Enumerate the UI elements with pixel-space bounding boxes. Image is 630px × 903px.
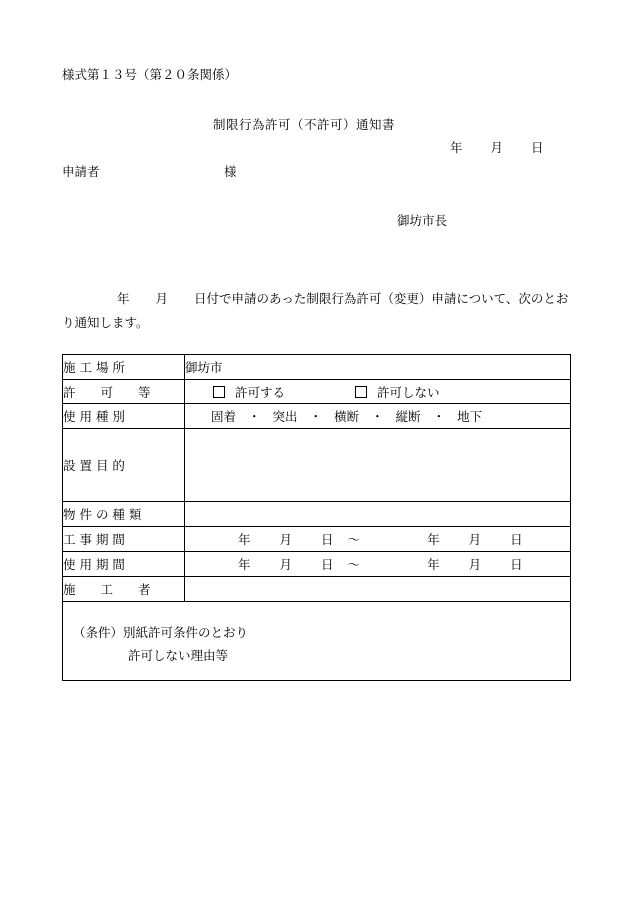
value-permission [185,380,571,404]
usage-option-underground[interactable]: 地下 [457,409,483,424]
value-purpose[interactable] [185,429,571,502]
row-location [63,355,571,380]
row-contractor [63,577,571,602]
conditions-cell [63,602,571,681]
label-contractor: 施 工 者 [63,577,185,602]
issuer-name: 御坊市長 [397,213,448,228]
use-start-day: 日 [321,557,334,572]
usage-separator: ・ [432,409,446,424]
use-end-month: 月 [468,557,482,572]
use-start-year: 年 [238,557,251,572]
applicant-label: 申請者 [62,164,100,179]
label-location: 施 工 場 所 [63,355,185,380]
work-start-day: 日 [321,532,334,547]
deny-checkbox[interactable] [355,386,367,398]
label-use-period: 使 用 期 間 [63,552,185,577]
label-permission: 許 可 等 [63,380,185,404]
value-work-period[interactable] [185,527,571,552]
usage-option-lengthwise[interactable]: 縦断 [395,409,421,424]
value-contractor[interactable] [185,577,571,602]
usage-option-fixed[interactable]: 固着 [211,409,237,424]
row-work-period [63,527,571,552]
issue-date-year: 年 [450,140,463,155]
applicant-honorific: 様 [224,164,237,179]
option-grant[interactable] [213,383,285,401]
work-end-month: 月 [468,532,482,547]
usage-separator: ・ [248,409,261,424]
deny-label: 許可しない [377,384,440,400]
issue-date-day: 日 [531,140,544,155]
form-number: 様式第１３号（第２０条関係） [62,67,238,82]
row-permission [63,380,571,404]
value-use-period[interactable] [185,552,571,577]
conditions-line: （条件）別紙許可条件のとおり [73,624,249,640]
work-start-year: 年 [238,532,251,547]
body-year: 年 [117,291,130,306]
body-sentence: 日付で申請のあった制限行為許可（変更）申請について、次のとおり通知します。 [62,291,569,330]
use-period-tilde: ～ [347,557,361,572]
option-deny[interactable] [355,383,440,401]
use-start-month: 月 [279,557,293,572]
use-end-day: 日 [510,557,523,572]
deny-reason-label: 許可しない理由等 [128,647,229,663]
row-use-period [63,552,571,577]
row-purpose [63,429,571,502]
label-object-type: 物 件 の 種 類 [63,502,185,527]
value-object-type[interactable] [185,502,571,527]
row-object-type [63,502,571,527]
usage-option-protrude[interactable]: 突出 [272,409,298,424]
value-location: 御坊市 [185,355,571,380]
value-usage-type [185,404,571,429]
body-text [62,287,572,335]
grant-checkbox[interactable] [213,386,225,398]
work-start-month: 月 [279,532,293,547]
work-end-day: 日 [510,532,523,547]
use-end-year: 年 [427,557,440,572]
row-usage-type [63,404,571,429]
issue-date [450,140,544,156]
work-period-tilde: ～ [347,532,361,547]
grant-label: 許可する [235,384,286,400]
issue-date-month: 月 [490,140,504,155]
work-end-year: 年 [427,532,440,547]
label-usage-type: 使 用 種 別 [63,404,185,429]
document-title: 制限行為許可（不許可）通知書 [213,117,396,132]
label-purpose: 設 置 目 的 [63,429,185,502]
usage-option-cross[interactable]: 横断 [334,409,360,424]
usage-separator: ・ [309,409,323,424]
usage-separator: ・ [371,409,384,424]
label-work-period: 工 事 期 間 [63,527,185,552]
permit-table [62,354,571,681]
body-month: 月 [155,291,169,306]
row-conditions [63,602,571,681]
